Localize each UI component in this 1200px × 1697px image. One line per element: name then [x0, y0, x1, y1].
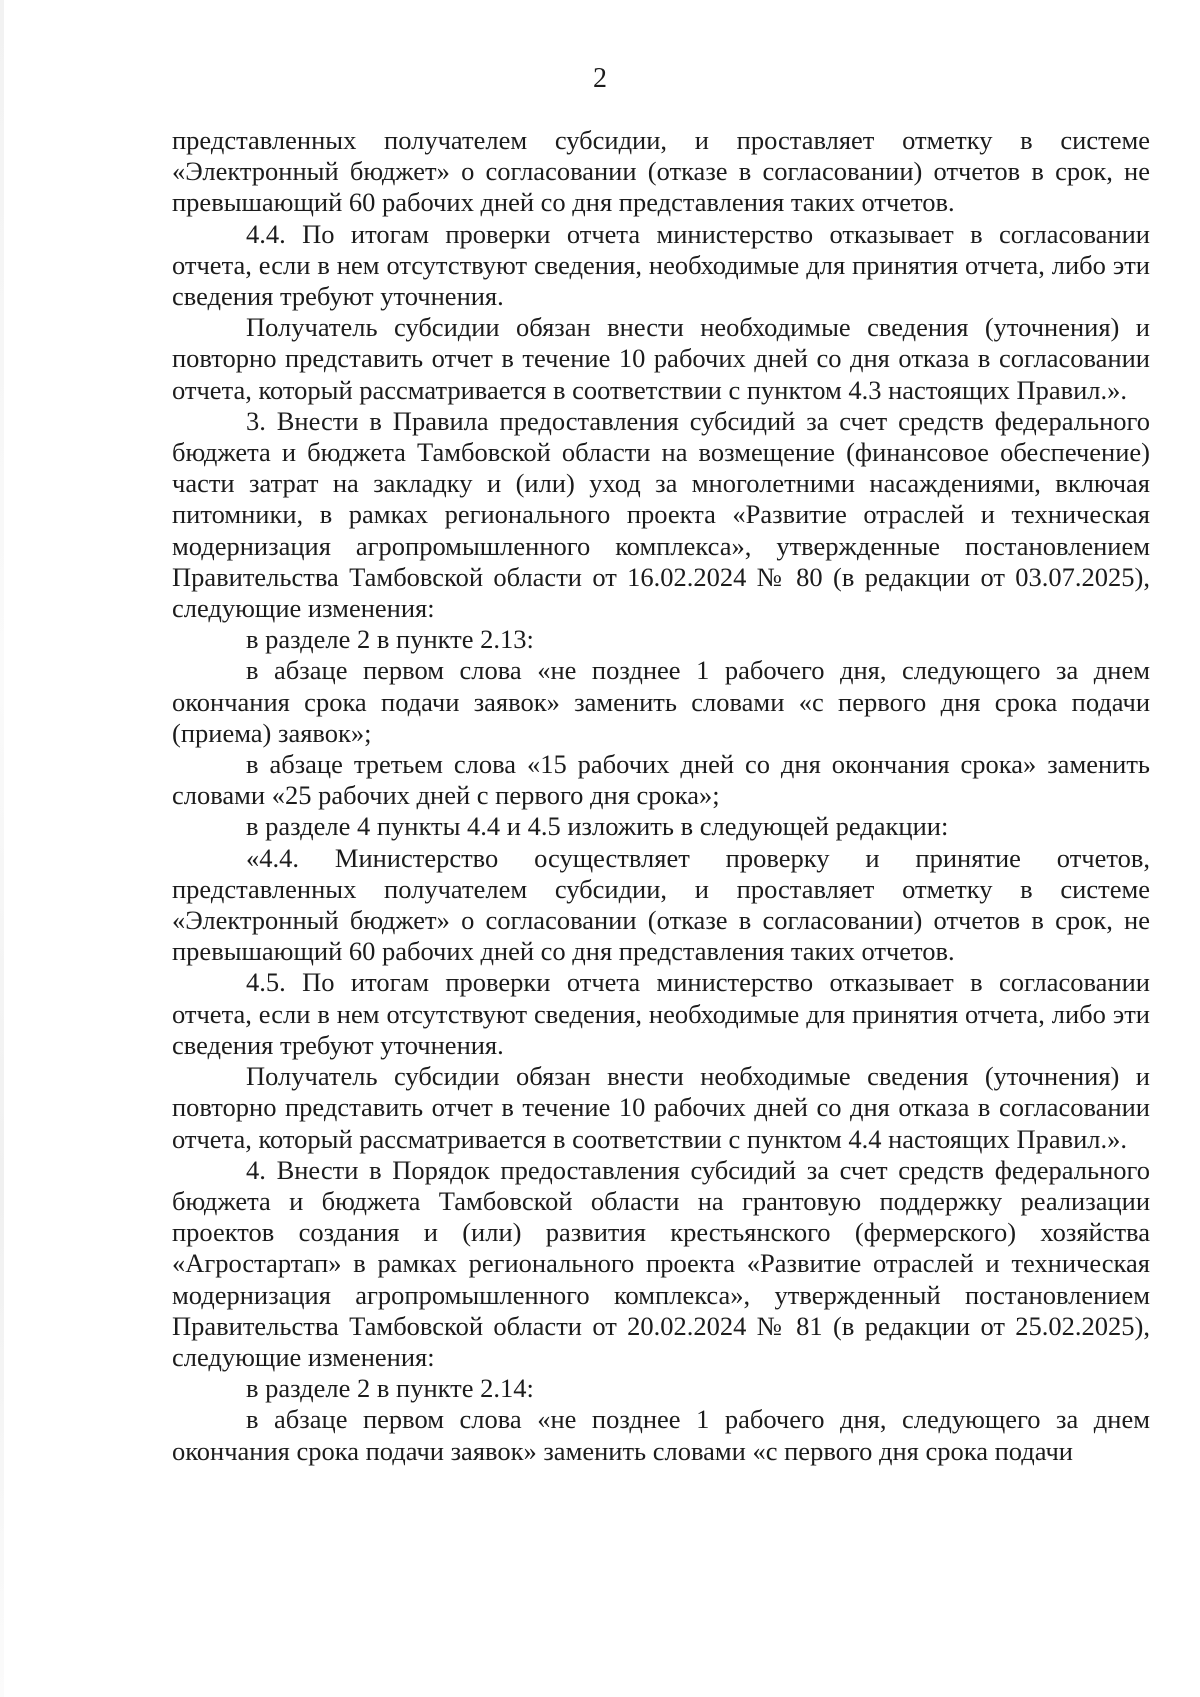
paragraph: 4. Внести в Порядок предоставления субсидий за счет средств федерального бюджета и бюджета Тамбовской области на грантовую поддержку реализации проектов создания и (или) развития крестьянского (фермерского) хозяйства «Агростартап» в рамках регионального проекта «Развитие отраслей и техническая модернизация агропромышленного комплекса», утвержденный постановлением Правительства Тамбовской области от 20.02.2024 № 81 (в редакции от 25.02.2025), следующие изменения:: [172, 1154, 1150, 1372]
paragraph: в разделе 4 пункты 4.4 и 4.5 изложить в следующей редакции:: [246, 811, 949, 842]
paragraph: в абзаце третьем слова «15 рабочих дней со дня окончания срока» заменить словами «25 рабочих дней с первого дня срока»;: [172, 749, 1150, 811]
paragraph: в разделе 2 в пункте 2.14:: [246, 1373, 534, 1404]
paragraph: «4.4. Министерство осуществляет проверку и принятие отчетов, представленных получателем субсидии, и проставляет отметку в системе «Электронный бюджет» о согласовании (отказе в согласовании) отчетов в срок, не превышающий 60 рабочих дней со дня представления таких отчетов.: [172, 842, 1150, 967]
paragraph: Получатель субсидии обязан внести необходимые сведения (уточнения) и повторно представить отчет в течение 10 рабочих дней со дня отказа в согласовании отчета, который рассматривается в соответствии с пунктом 4.4 настоящих Правил.».: [172, 1061, 1150, 1154]
paragraph: в разделе 2 в пункте 2.13:: [246, 624, 534, 655]
scan-edge: [0, 0, 4, 1697]
paragraph: 4.5. По итогам проверки отчета министерство отказывает в согласовании отчета, если в нем отсутствуют сведения, необходимые для принятия отчета, либо эти сведения требуют уточнения.: [172, 967, 1150, 1060]
page-number: 2: [593, 63, 607, 94]
paragraph: 4.4. По итогам проверки отчета министерство отказывает в согласовании отчета, если в нем отсутствуют сведения, необходимые для принятия отчета, либо эти сведения требуют уточнения.: [172, 218, 1150, 312]
paragraph: в абзаце первом слова «не позднее 1 рабочего дня, следующего за днем окончания срока подачи заявок» заменить словами «с первого дня срока подачи: [172, 1404, 1150, 1466]
paragraph: представленных получателем субсидии, и проставляет отметку в системе «Электронный бюджет» о согласовании (отказе в согласовании) отчетов в срок, не превышающий 60 рабочих дней со дня представления таких отчетов.: [172, 125, 1150, 218]
paragraph: Получатель субсидии обязан внести необходимые сведения (уточнения) и повторно представить отчет в течение 10 рабочих дней со дня отказа в согласовании отчета, который рассматривается в соответствии с пунктом 4.3 настоящих Правил.».: [172, 312, 1150, 405]
paragraph: 3. Внести в Правила предоставления субсидий за счет средств федерального бюджета и бюджета Тамбовской области на возмещение (финансовое обеспечение) части затрат на закладку и (или) уход за многолетними насаждениями, включая питомники, в рамках регионального проекта «Развитие отраслей и техническая модернизация агропромышленного комплекса», утвержденные постановлением Правительства Тамбовской области от 16.02.2024 № 80 (в редакции от 03.07.2025), следующие изменения:: [172, 405, 1150, 624]
document-body: [172, 125, 1150, 1467]
paragraph: в абзаце первом слова «не позднее 1 рабочего дня, следующего за днем окончания срока подачи заявок» заменить словами «с первого дня срока подачи (приема) заявок»;: [172, 655, 1150, 748]
